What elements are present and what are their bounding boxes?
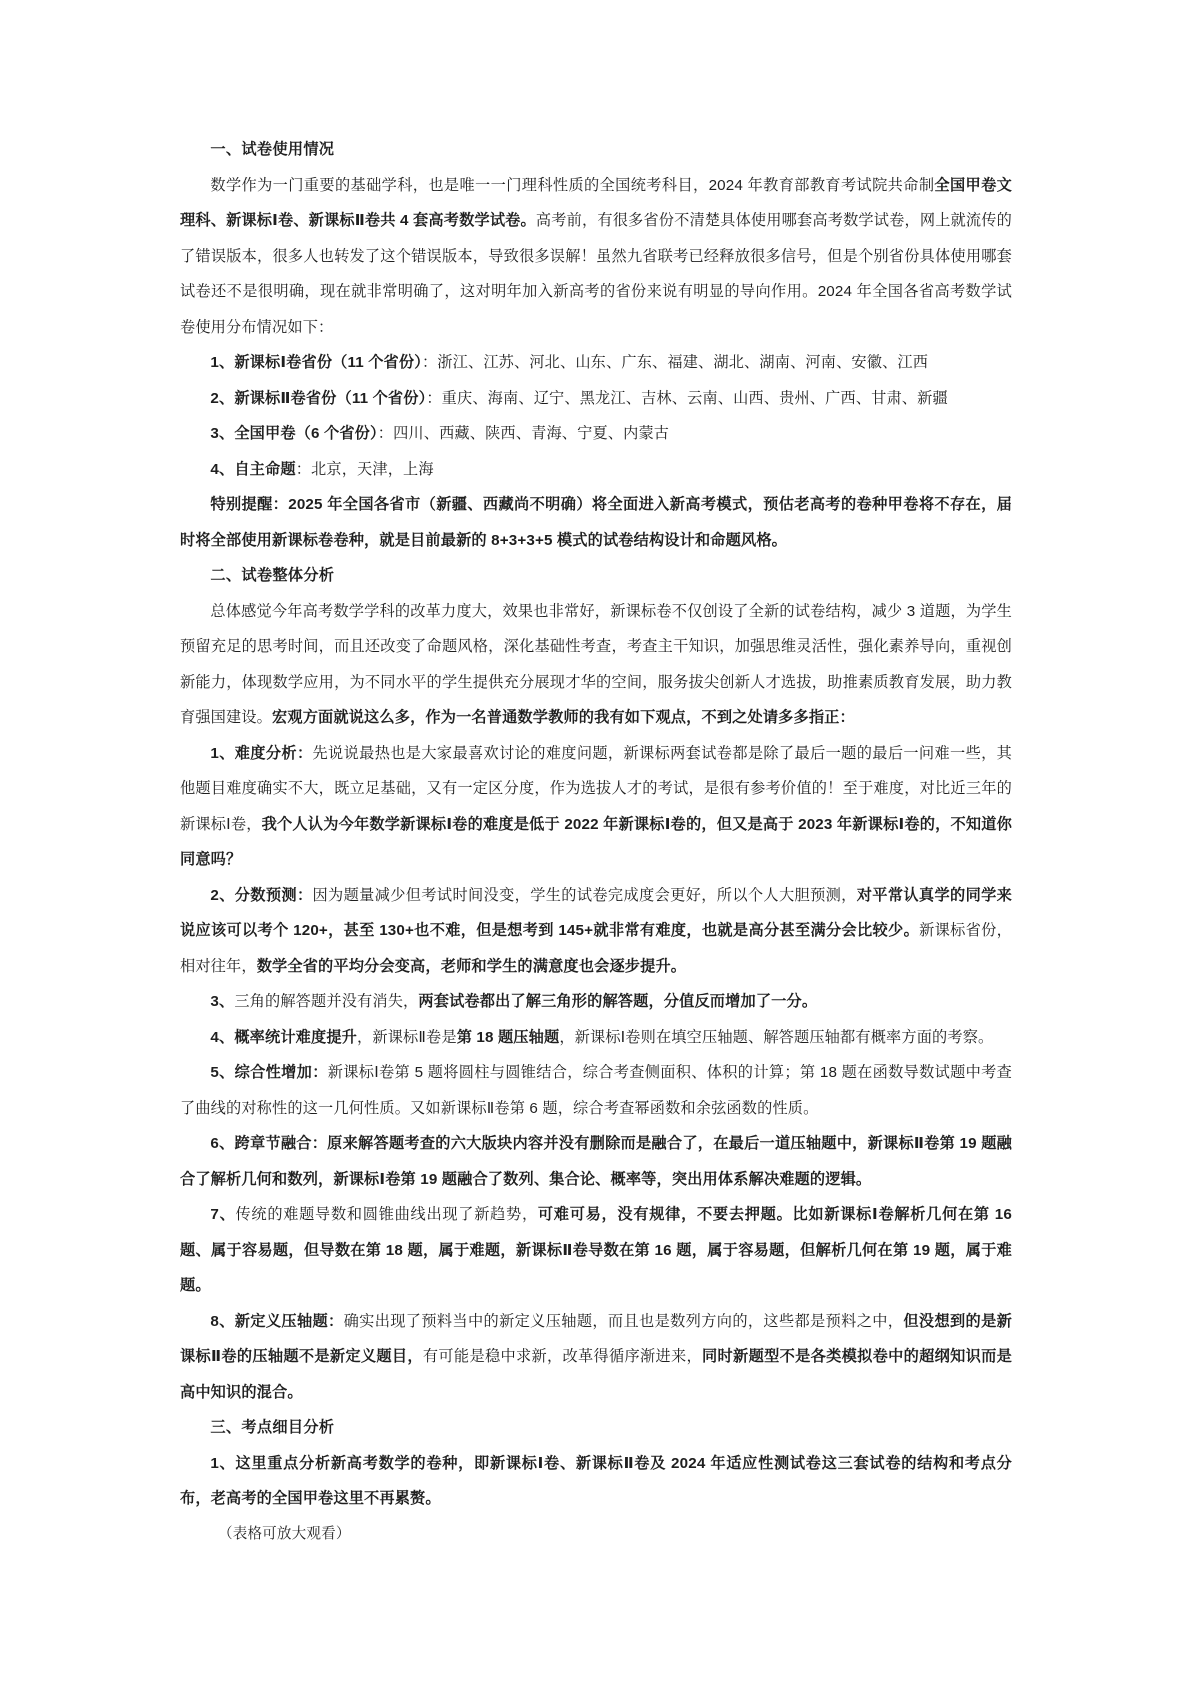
text-run-2: 我个人认为今年数学新课标Ⅰ卷的难度是低于 2022 年新课标Ⅰ卷的，但又是高于 2023 年新课标Ⅰ卷的，不知道你同意吗？: [180, 815, 1012, 868]
text-run-1: 宏观方面就说这么多，作为一名普通数学教师的我有如下观点，不到之处请多多指正：: [272, 709, 855, 726]
text-run-0: 3、全国甲卷（6 个省份）: [210, 425, 378, 442]
text-run-1: 传统的难题导数和圆锥曲线出现了新趋势，: [235, 1206, 538, 1223]
text-run-1: ：北京，天津，上海: [295, 460, 434, 478]
text-run-4: 同时新题型不是各类模拟卷中的超纲知识而是高中知识的混合。: [180, 1348, 1013, 1401]
table-note: （表格可放大观看）: [217, 1525, 351, 1542]
text-run-0: 4、概率统计难度提升: [210, 1028, 358, 1046]
list-item-zizhu-mingti: [180, 452, 1012, 488]
intro-paragraph: [180, 168, 1012, 346]
text-run-1: 三角的解答题并没有消失，: [234, 993, 419, 1010]
text-run-0: 5、综合性增加：: [210, 1064, 328, 1081]
text-run-0: 6、跨章节融合：原来解答题考查的六大版块内容并没有删除而是融合了，在最后一道压轴题中，新课标Ⅱ卷第 19 题融合了解析几何和数列，新课标Ⅰ卷第 19 题融合了数列、集合论、概率等，突出用体系解决难题的逻辑。: [180, 1135, 1012, 1188]
point-exam-points: [180, 1446, 1012, 1517]
point-8-new-definition: [180, 1304, 1012, 1411]
text-run-1: 因为题量减少但考试时间没变，学生的试卷完成度会更好，所以个人大胆预测，: [312, 886, 857, 904]
text-run-2: 高考前，有很多省份不清楚具体使用哪套高考数学试卷，网上就流传的了错误版本，很多人也转发了这个错误版本，导致很多误解！虽然九省联考已经释放很多信号，但是个别省份具体使用哪套试卷还不是很明确，现在就非常明确了，这对明年加入新高考的省份来说有明显的导向作用。2024 年全国各省高考数学试卷使用分布情况如下：: [180, 212, 1012, 336]
text-run-0: 总体感觉今年高考数学学科的改革力度大，效果也非常好，新课标卷不仅创设了全新的试卷结构，减少 3 道题，为学生预留充足的思考时间，而且还改变了命题风格，深化基础性考查，考查主干知识，加强思维灵活性，强化素养导向，重视创新能力，体现数学应用，为不同水平的学生提供充分展现才华的空间，服务拔尖创新人才选拔，助推素质教育发展，助力教育强国建设。: [180, 602, 1012, 726]
text-run-2: 两套试卷都出了解三角形的解答题，分值反而增加了一分。: [418, 993, 818, 1010]
text-run-1: 确实出现了预料当中的新定义压轴题，而且也是数列方向的，这些都是预料之中，: [343, 1312, 904, 1330]
text-run-1: ：重庆、海南、辽宁、黑龙江、吉林、云南、山西、贵州、广西、甘肃、新疆: [426, 389, 948, 407]
text-run-3: 新课标省份，相对往年，: [180, 922, 1012, 975]
text-run-3: ，新课标Ⅰ卷则在填空压轴题、解答题压轴都有概率方面的考察。: [559, 1028, 994, 1046]
point-3-triangle: [180, 984, 1012, 1020]
point-7-derivative: [180, 1197, 1012, 1304]
point-1-difficulty: [180, 736, 1012, 878]
special-reminder: [180, 487, 1012, 558]
list-item-xinkebiao-2: [180, 381, 1012, 417]
text-run-0: 数学作为一门重要的基础学科，也是唯一一门理科性质的全国统考科目，2024 年教育部教育考试院共命制: [210, 176, 935, 194]
text-run-0: 4、自主命题: [210, 460, 296, 478]
text-run-0: 2、新课标Ⅱ卷省份（11 个省份）: [210, 389, 427, 407]
text-run-0: 7、: [210, 1206, 236, 1223]
text-run-1: ，新课标Ⅱ卷是: [357, 1028, 457, 1046]
text-run-0: 8、新定义压轴题：: [210, 1312, 344, 1330]
text-run-0: 1、这里重点分析新高考数学的卷种，即新课标Ⅰ卷、新课标Ⅱ卷及 2024 年适应性测试卷这三套试卷的结构和考点分布，老高考的全国甲卷这里不再累赘。: [180, 1454, 1012, 1507]
list-item-quanguo-jiajuan: [180, 416, 1012, 452]
section-three-heading: 三、考点细目分析: [210, 1419, 335, 1436]
text-run-2: 但没想到的是新课标Ⅱ卷的压轴题不是新定义题目，: [180, 1312, 1012, 1365]
text-run-1: ：四川、西藏、陕西、青海、宁夏、内蒙古: [377, 425, 670, 442]
point-6-cross-chapter: [180, 1126, 1012, 1197]
text-run-1: ：浙江、江苏、河北、山东、广东、福建、湖北、湖南、河南、安徽、江西: [421, 354, 929, 371]
text-run-0: 2、分数预测：: [210, 886, 313, 904]
text-run-4: 数学全省的平均分会变高，老师和学生的满意度也会逐步提升。: [256, 957, 687, 975]
point-5-comprehensive: [180, 1055, 1012, 1126]
overall-analysis-paragraph: [180, 594, 1012, 736]
text-run-3: 有可能是稳中求新，改革得循序渐进来，: [422, 1348, 703, 1365]
list-item-xinkebiao-1: [180, 345, 1012, 381]
point-4-probability: [180, 1020, 1012, 1056]
text-run-0: 3、: [210, 993, 235, 1010]
section-two-heading: 二、试卷整体分析: [210, 567, 335, 584]
text-run-2: 第 18 题压轴题: [456, 1028, 560, 1046]
text-run-0: 1、新课标Ⅰ卷省份（11 个省份）: [210, 354, 422, 371]
section-one-heading: 一、试卷使用情况: [210, 141, 335, 158]
text-run-0: 1、难度分析：: [210, 744, 313, 762]
document-body: [180, 132, 1012, 1552]
text-run-2: 对平常认真学的同学来说应该可以考个 120+，甚至 130+也不难，但是想考到 145+就非常有难度，也就是高分甚至满分会比较少。: [180, 886, 1013, 939]
text-run-1: 新课标Ⅰ卷第 5 题将圆柱与圆锥结合，综合考查侧面积、体积的计算；第 18 题在函数导数试题中考查了曲线的对称性的这一几何性质。又如新课标Ⅱ卷第 6 题，综合考查幂函数和余弦函数的性质。: [180, 1064, 1012, 1117]
text-run-1: 全国甲卷文理科、新课标Ⅰ卷、新课标Ⅱ卷共 4 套高考数学试卷。: [180, 176, 1013, 229]
text-run-1: 先说说最热也是大家最喜欢讨论的难度问题，新课标两套试卷都是除了最后一题的最后一问难一些，其他题目难度确实不大，既立足基础，又有一定区分度，作为选拔人才的考试，是很有参考价值的！至于难度，对比近三年的新课标Ⅰ卷，: [180, 744, 1013, 833]
point-2-score-prediction: [180, 878, 1012, 985]
text-run-2: 可难可易，没有规律，不要去押题。比如新课标Ⅰ卷解析几何在第 16 题、属于容易题，但导数在第 18 题，属于难题，新课标Ⅱ卷导数在第 16 题，属于容易题，但解析几何在第 19 题，属于难题。: [180, 1206, 1012, 1294]
text-run-0: 特别提醒：2025 年全国各省市（新疆、西藏尚不明确）将全面进入新高考模式，预估老高考的卷种甲卷将不存在，届时将全部使用新课标卷卷种，就是目前最新的 8+3+3+5 模式的试卷结构设计和命题风格。: [180, 496, 1012, 549]
